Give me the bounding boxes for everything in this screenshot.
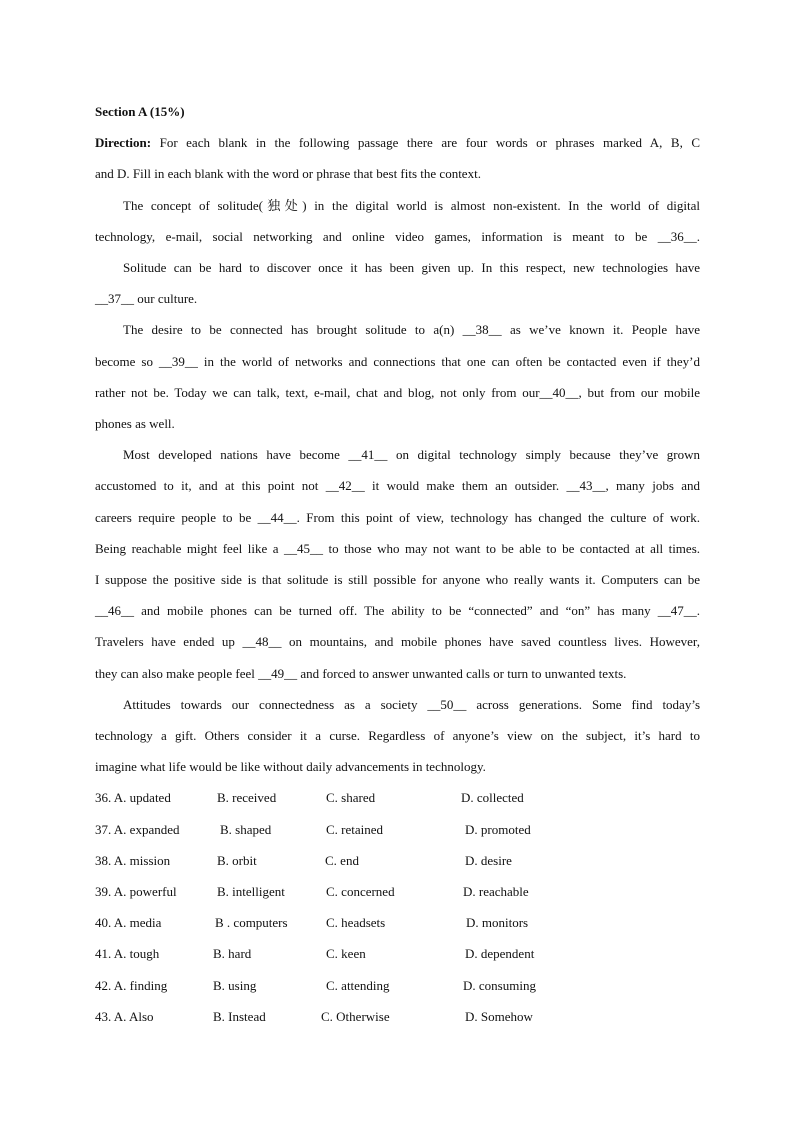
passage-line: become so __39__ in the world of networks and connections that one can often be contacted even if they’d	[95, 353, 700, 369]
option-d: D. collected	[461, 790, 524, 806]
passage-line: rather not be. Today we can talk, text, e-mail, chat and blog, not only from our__40__, but from our mobile	[95, 384, 700, 400]
passage-line: they can also make people feel __49__ and forced to answer unwanted calls or turn to unwanted texts.	[95, 665, 627, 681]
passage-line: Travelers have ended up __48__ on mountains, and mobile phones have saved countless lives. However,	[95, 634, 700, 650]
option-row	[95, 845, 700, 876]
option-a: 38. A. mission	[95, 852, 171, 868]
option-d: D. monitors	[466, 915, 529, 931]
passage-line: The concept of solitude(独处) in the digital world is almost non-existent. In the world of digital	[123, 197, 700, 213]
options-list	[95, 782, 700, 1032]
option-d: D. Somehow	[465, 1008, 533, 1024]
passage-line: accustomed to it, and at this point not __42__ it would make them an outsider. __43__, many jobs and	[95, 478, 700, 494]
option-row	[95, 1001, 700, 1032]
passage-line: Being reachable might feel like a __45__ to those who may not want to be able to be contacted at all times.	[95, 540, 700, 556]
option-c: C. shared	[326, 790, 376, 806]
option-a: 36. A. updated	[95, 790, 171, 806]
option-a: 40. A. media	[95, 915, 162, 931]
passage-line: __37__ our culture.	[95, 291, 198, 307]
passage-line: Attitudes towards our connectedness as a society __50__ across generations. Some find today’s	[123, 696, 700, 712]
direction-line-2: and D. Fill in each blank with the word or phrase that best fits the context.	[95, 166, 481, 182]
option-row	[95, 970, 700, 1001]
passage-line: __46__ and mobile phones can be turned off. The ability to be “connected” and “on” has many __47__.	[95, 603, 700, 619]
option-b: B. orbit	[217, 852, 257, 868]
option-c: C. concerned	[326, 884, 395, 900]
option-c: C. end	[325, 852, 359, 868]
passage-line: careers require people to be __44__. From this point of view, technology has changed the culture of work.	[95, 509, 700, 525]
option-b: B. using	[213, 977, 257, 993]
exam-page	[95, 96, 700, 1032]
direction-text: For each blank in the following passage there are four words or phrases marked A, B, C	[151, 135, 700, 151]
option-a: 37. A. expanded	[95, 821, 180, 837]
option-c: C. keen	[326, 946, 366, 962]
passage-line: Most developed nations have become __41__ on digital technology simply because they’ve grown	[123, 447, 700, 463]
passage-line: phones as well.	[95, 416, 175, 432]
direction-label: Direction:	[95, 135, 152, 151]
option-row	[95, 907, 700, 938]
option-b: B. hard	[213, 946, 252, 962]
passage-line: Solitude can be hard to discover once it has been given up. In this respect, new technologies have	[123, 260, 700, 276]
option-b: B. intelligent	[217, 884, 285, 900]
option-row	[95, 782, 700, 813]
option-row	[95, 876, 700, 907]
option-a: 43. A. Also	[95, 1008, 154, 1024]
option-row	[95, 938, 700, 969]
option-c: C. attending	[326, 977, 390, 993]
option-c: C. headsets	[326, 915, 386, 931]
option-b: B . computers	[215, 915, 288, 931]
option-b: B. received	[217, 790, 277, 806]
option-b: B. Instead	[213, 1008, 266, 1024]
option-d: D. reachable	[463, 884, 529, 900]
direction-line-1	[95, 127, 700, 158]
passage-line: The desire to be connected has brought solitude to a(n) __38__ as we’ve known it. People have	[123, 322, 700, 338]
option-row	[95, 814, 700, 845]
section-title: Section A (15%)	[95, 104, 185, 119]
option-a: 42. A. finding	[95, 977, 168, 993]
passage-line: imagine what life would be like without daily advancements in technology.	[95, 759, 486, 775]
option-d: D. dependent	[465, 946, 535, 962]
option-d: D. consuming	[463, 977, 536, 993]
passage-line: I suppose the positive side is that solitude is still possible for anyone who really wants it. Computers can be	[95, 572, 700, 588]
passage-line: technology a gift. Others consider it a curse. Regardless of anyone’s view on the subject, it’s hard to	[95, 728, 700, 744]
option-c: C. Otherwise	[321, 1008, 390, 1024]
passage-line: technology, e-mail, social networking and online video games, information is meant to be __36__.	[95, 228, 700, 244]
option-d: D. promoted	[465, 821, 531, 837]
option-d: D. desire	[465, 852, 512, 868]
option-a: 41. A. tough	[95, 946, 160, 962]
option-a: 39. A. powerful	[95, 884, 177, 900]
option-b: B. shaped	[220, 821, 272, 837]
option-c: C. retained	[326, 821, 384, 837]
